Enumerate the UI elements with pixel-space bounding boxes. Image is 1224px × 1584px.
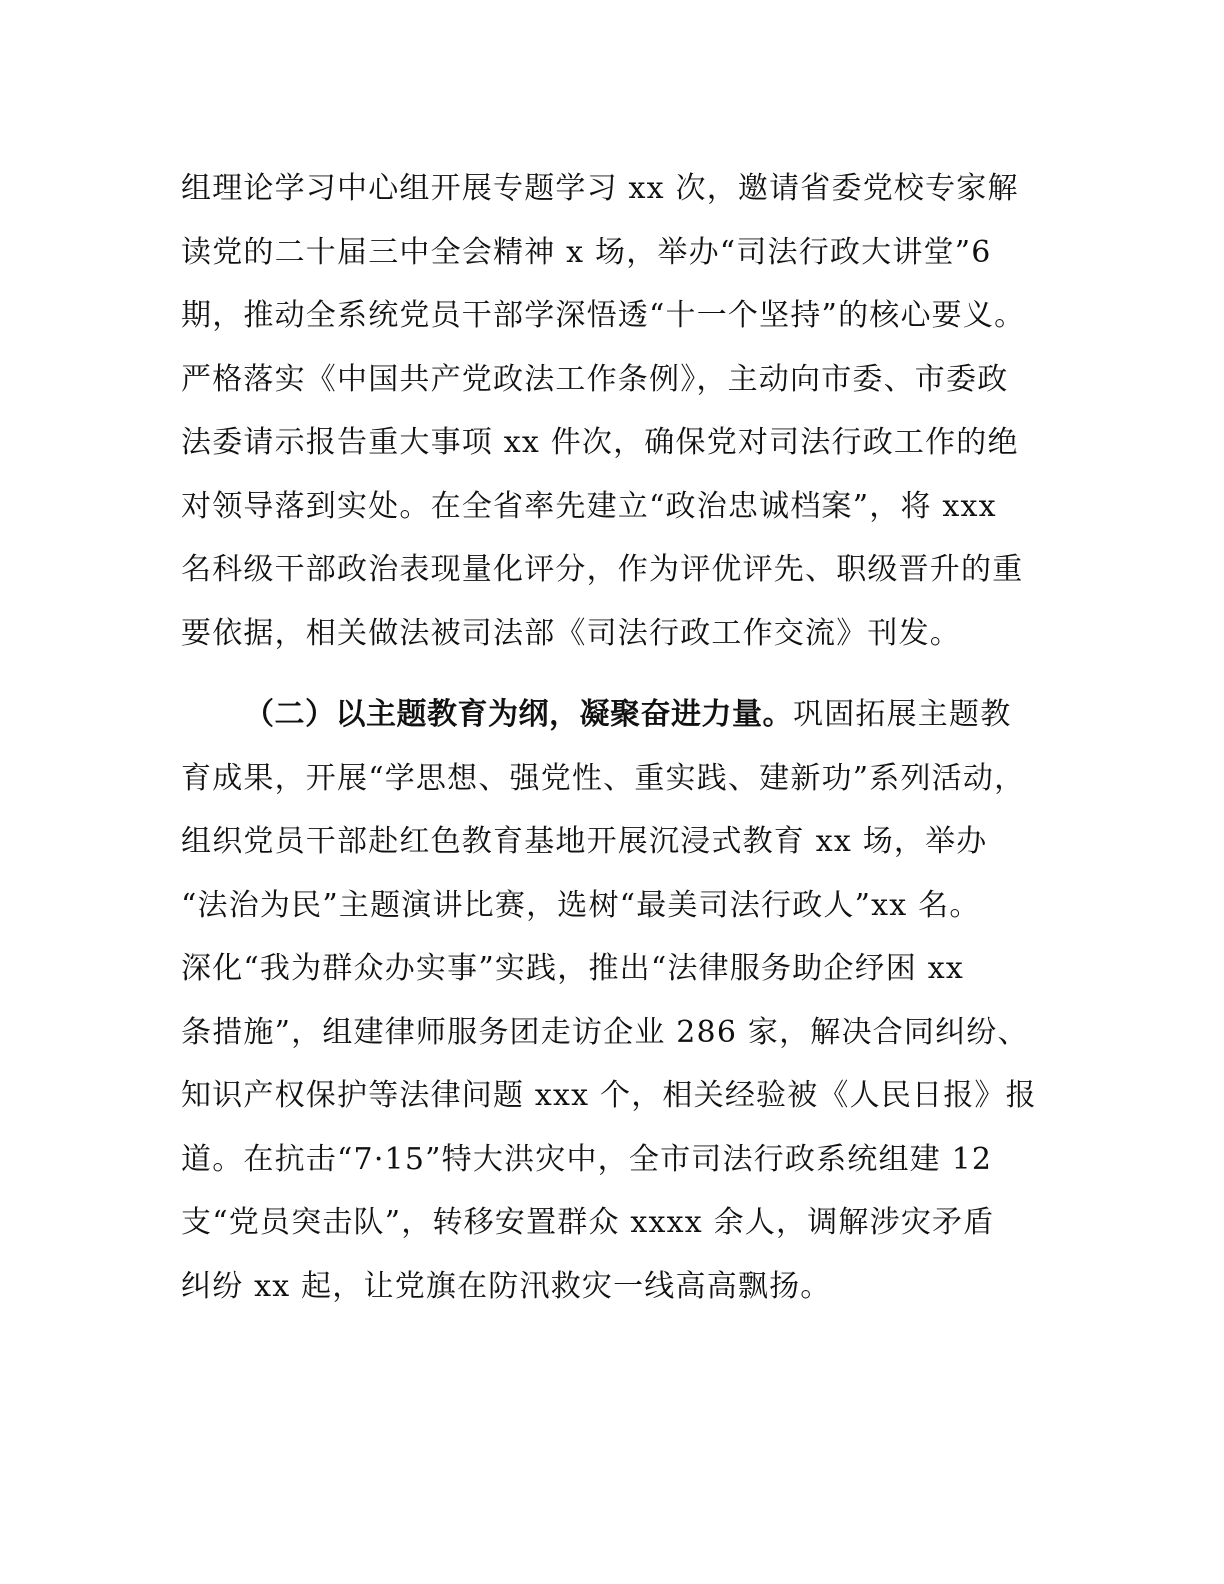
text-line: 道。在抗击“7·15”特大洪灾中，全市司法行政系统组建 12 xyxy=(181,1141,993,1177)
text-line: 名科级干部政治表现量化评分，作为评优评先、职级晋升的重 xyxy=(181,552,1024,587)
text-line: 支“党员突击队”，转移安置群众 xxxx 余人，调解涉灾矛盾 xyxy=(181,1205,995,1240)
text-line: 严格落实《中国共产党政法工作条例》，主动向市委、市委政 xyxy=(181,361,1009,397)
text-line: 期，推动全系统党员干部学深悟透“十一个坚持”的核心要义。 xyxy=(181,298,1026,333)
text-line: 条措施”，组建律师服务团走访企业 286 家，解决合同纠纷、 xyxy=(181,1014,1029,1050)
text-line: “法治为民”主题演讲比赛，选树“最美司法行政人”xx 名。 xyxy=(181,887,981,923)
text-line: 读党的二十届三中全会精神 x 场，举办“司法行政大讲堂”6 xyxy=(181,234,992,270)
section-first-line xyxy=(181,683,1061,747)
text-line: 对领导落到实处。在全省率先建立“政治忠诚档案”，将 xxx xyxy=(181,488,997,524)
text-line: 知识产权保护等法律问题 xxx 个，相关经验被《人民日报》报 xyxy=(181,1078,1037,1113)
text-line: 纠纷 xx 起，让党旗在防汛救灾一线高高飘扬。 xyxy=(181,1268,832,1304)
text-line: 法委请示报告重大事项 xx 件次，确保党对司法行政工作的绝 xyxy=(181,425,1019,460)
text-line: 要依据，相关做法被司法部《司法行政工作交流》刊发。 xyxy=(181,615,961,651)
text-line: 深化“我为群众办实事”实践，推出“法律服务助企纾困 xx xyxy=(181,951,964,986)
section-first-line-text: 巩固拓展主题教 xyxy=(793,697,1012,732)
paragraph-1 xyxy=(181,157,1061,665)
text-line: 育成果，开展“学思想、强党性、重实践、建新功”系列活动， xyxy=(181,760,1026,796)
text-line: 组理论学习中心组开展专题学习 xx 次，邀请省委党校专家解 xyxy=(181,171,1019,206)
text-line: 组织党员干部赴红色教育基地开展沉浸式教育 xx 场，举办 xyxy=(181,824,988,859)
paragraph-2 xyxy=(181,683,1061,1318)
section-heading: （二）以主题教育为纲，凝聚奋进力量。 xyxy=(244,697,793,732)
